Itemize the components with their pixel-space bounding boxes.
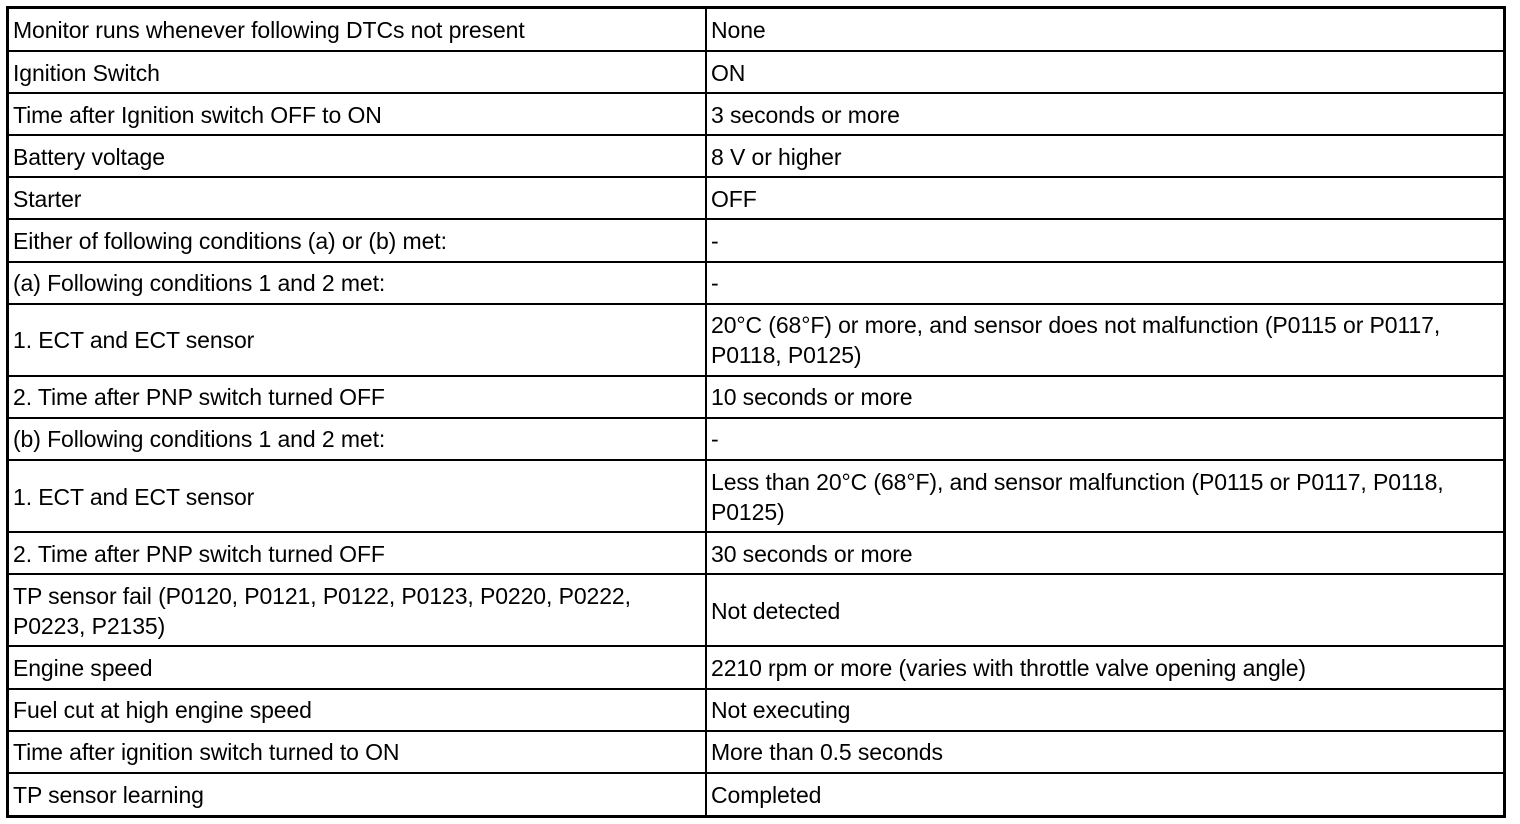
condition-label: Time after ignition switch turned to ON xyxy=(9,731,706,773)
table-row xyxy=(9,418,1503,460)
condition-value: Not executing xyxy=(706,689,1503,731)
condition-label: Monitor runs whenever following DTCs not present xyxy=(9,9,706,51)
condition-value: 20°C (68°F) or more, and sensor does not malfunction (P0115 or P0117, P0118, P0125) xyxy=(706,304,1503,376)
condition-label: Ignition Switch xyxy=(9,51,706,93)
table-row xyxy=(9,532,1503,574)
condition-value: 30 seconds or more xyxy=(706,532,1503,574)
table-row xyxy=(9,177,1503,219)
condition-label: (b) Following conditions 1 and 2 met: xyxy=(9,418,706,460)
table-row xyxy=(9,135,1503,177)
condition-value: ON xyxy=(706,51,1503,93)
condition-value: Less than 20°C (68°F), and sensor malfunction (P0115 or P0117, P0118, P0125) xyxy=(706,460,1503,532)
table-row xyxy=(9,689,1503,731)
condition-label: 2. Time after PNP switch turned OFF xyxy=(9,376,706,418)
condition-label: (a) Following conditions 1 and 2 met: xyxy=(9,262,706,304)
condition-value: - xyxy=(706,262,1503,304)
condition-label: Starter xyxy=(9,177,706,219)
table-row xyxy=(9,376,1503,418)
monitor-conditions-table xyxy=(9,9,1503,815)
table-row xyxy=(9,51,1503,93)
condition-value: OFF xyxy=(706,177,1503,219)
table-row xyxy=(9,219,1503,261)
table-row xyxy=(9,262,1503,304)
condition-value: Completed xyxy=(711,781,822,808)
condition-label: 1. ECT and ECT sensor xyxy=(9,304,706,376)
condition-value: 10 seconds or more xyxy=(706,376,1503,418)
table-row xyxy=(9,574,1503,646)
condition-label: Fuel cut at high engine speed xyxy=(9,689,706,731)
table-row xyxy=(9,773,1503,815)
condition-label: 2. Time after PNP switch turned OFF xyxy=(9,532,706,574)
condition-label: TP sensor fail (P0120, P0121, P0122, P0123, P0220, P0222, P0223, P2135) xyxy=(9,574,706,646)
table-row xyxy=(9,731,1503,773)
condition-value: 3 seconds or more xyxy=(706,93,1503,135)
table-row xyxy=(9,9,1503,51)
table-row xyxy=(9,304,1503,376)
table-row xyxy=(9,646,1503,688)
condition-value: More than 0.5 seconds xyxy=(706,731,1503,773)
condition-value: Not detected xyxy=(706,574,1503,646)
conditions-table-frame xyxy=(6,6,1506,818)
condition-label: Engine speed xyxy=(9,646,706,688)
condition-value: 2210 rpm or more (varies with throttle valve opening angle) xyxy=(706,646,1503,688)
condition-label: Battery voltage xyxy=(9,135,706,177)
condition-label: TP sensor learning xyxy=(9,773,706,815)
condition-value: - xyxy=(706,219,1503,261)
condition-label: 1. ECT and ECT sensor xyxy=(9,460,706,532)
table-row xyxy=(9,93,1503,135)
condition-value: None xyxy=(706,9,1503,51)
condition-value: - xyxy=(706,418,1503,460)
table-row xyxy=(9,460,1503,532)
condition-label: Time after Ignition switch OFF to ON xyxy=(9,93,706,135)
condition-label: Either of following conditions (a) or (b) met: xyxy=(9,219,706,261)
condition-value: 8 V or higher xyxy=(706,135,1503,177)
